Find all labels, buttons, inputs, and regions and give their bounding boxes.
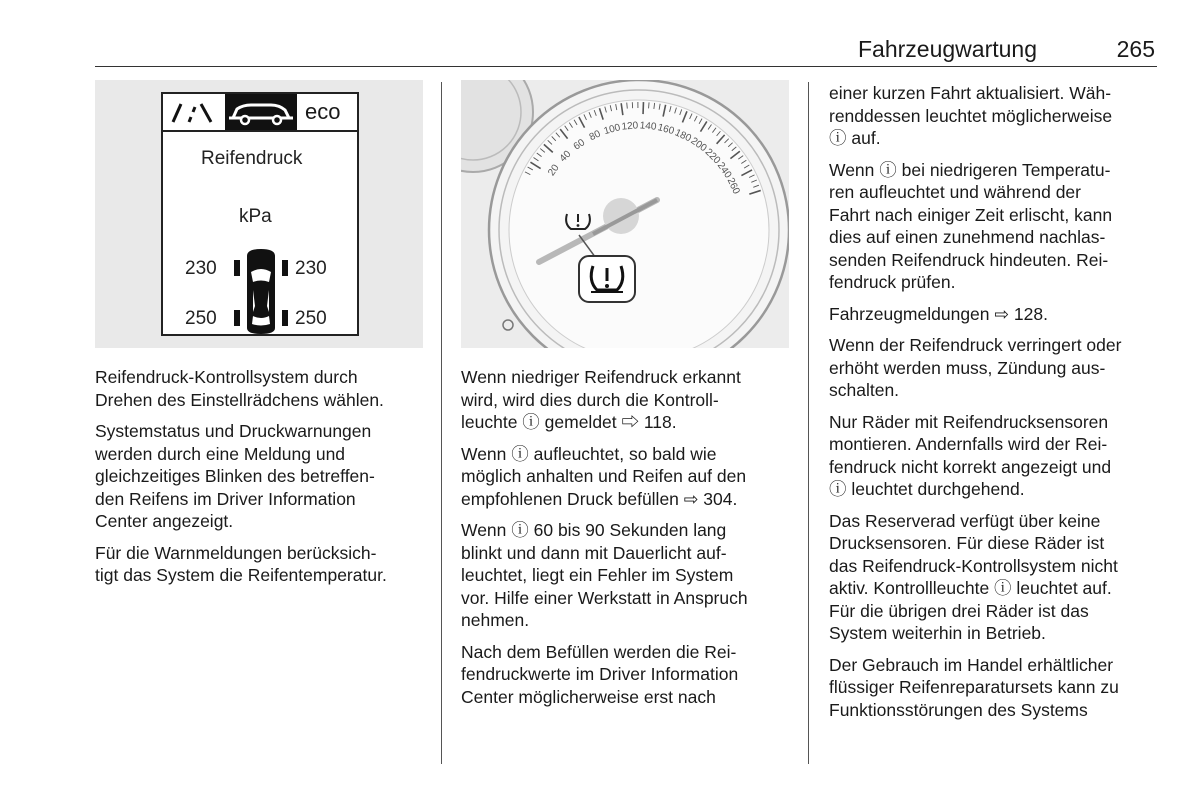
speed-label: 140 (639, 120, 657, 133)
page-header (95, 30, 1157, 67)
display-tab-bar (163, 94, 357, 132)
paragraph: Wenn ⓘ 60 bis 90 Sekunden lang blinkt und dann mit Dauerlicht auf- leuchtet, liegt ein Fehler im System vor. Hilfe einer Werkstatt in Anspruch nehmen. (461, 520, 748, 630)
lane-icon (167, 95, 223, 129)
speed-label: 200 (688, 135, 709, 155)
driver-info-display (161, 92, 359, 336)
tpms-warning-large-icon (579, 256, 635, 302)
speed-label: 100 (602, 122, 622, 138)
speed-label: 20 (546, 162, 562, 179)
paragraph: Wenn ⓘ aufleuchtet, so bald wie möglich anhalten und Reifen auf den empfohlenen Druck befüllen ⇨ 304. (461, 443, 747, 509)
speed-label: 160 (656, 122, 676, 138)
paragraph: Der Gebrauch im Handel erhältlicher flüssiger Reifenreparatursets kann zu Funktionsstörungen des Systems (829, 654, 1119, 720)
column-divider-2 (808, 82, 809, 764)
speed-label: 120 (621, 120, 639, 133)
vehicle-tab-active (225, 94, 297, 130)
speed-label: 60 (571, 137, 588, 153)
front-right-pressure: 230 (295, 258, 327, 279)
front-left-pressure: 230 (185, 258, 217, 279)
car-top-view-icon (231, 246, 291, 336)
column-divider-1 (441, 82, 442, 764)
column-1-text (95, 366, 435, 596)
paragraph: Reifendruck-Kontrollsystem durch Drehen des Einstellrädchens wählen. (95, 367, 384, 410)
rear-left-pressure: 250 (185, 308, 217, 329)
column-3-text (829, 82, 1169, 730)
rear-right-pressure: 250 (295, 308, 327, 329)
speedometer-illustration (461, 80, 789, 348)
speed-label: 260 (724, 176, 742, 196)
speedometer-figure (461, 80, 789, 348)
paragraph: Wenn niedriger Reifendruck erkannt wird, wird dies durch die Kontroll- leuchte ⓘ gemeldet ⇨ 118. (461, 367, 741, 432)
speed-label: 40 (557, 148, 574, 165)
display-title: Reifendruck (201, 148, 303, 169)
paragraph: Nach dem Befüllen werden die Rei- fendruckwerte im Driver Information Center möglicherweise erst nach (461, 641, 739, 707)
paragraph: einer kurzen Fahrt aktualisiert. Wäh- renddessen leuchtet möglicherweise ⓘ auf. (829, 83, 1113, 148)
speed-label: 240 (714, 160, 734, 181)
speed-label: 220 (702, 146, 723, 167)
page-title: Fahrzeugwartung (858, 36, 1037, 62)
speed-label: 80 (587, 128, 603, 144)
paragraph: Für die Warnmeldungen berücksich- tigt das System die Reifentemperatur. (95, 542, 387, 585)
tire-pressure-display-figure (95, 80, 423, 348)
paragraph: Wenn ⓘ bei niedrigeren Temperatu- ren aufleuchtet und während der Fahrt nach einiger Zeit erlischt, kann dies auf einen zunehmend nachlas- senden Reifendruck hindeuten. Rei- fendruck prüfen. (829, 159, 1113, 292)
paragraph: Nur Räder mit Reifendrucksensoren montieren. Andernfalls wird der Rei- fendruck nicht korrekt angezeigt und ⓘ leuchtet durchgehend. (829, 411, 1112, 499)
speed-tick (627, 103, 628, 109)
eco-tab-label: eco (305, 99, 341, 124)
paragraph: Wenn der Reifendruck verringert oder erhöht werden muss, Zündung aus- schalten. (829, 335, 1122, 400)
paragraph: Das Reserverad verfügt über keine Drucksensoren. Für diese Räder ist das Reifendruck-Kontrollsystem nicht aktiv. Kontrollleuchte ⓘ leuchtet auf. Für die übrigen drei Räder ist das System weiterhin in Betrieb. (829, 510, 1118, 643)
paragraph: Systemstatus und Druckwarnungen werden durch eine Meldung und gleichzeitiges Blinken des betreffen- den Reifens im Driver Information Center angezeigt. (95, 421, 375, 531)
paragraph: Fahrzeugmeldungen ⇨ 128. (829, 303, 1048, 324)
car-side-icon (225, 94, 297, 130)
column-2-text (461, 366, 801, 717)
page-number: 265 (1116, 36, 1155, 62)
display-unit: kPa (239, 206, 272, 227)
speed-label: 180 (673, 127, 693, 145)
